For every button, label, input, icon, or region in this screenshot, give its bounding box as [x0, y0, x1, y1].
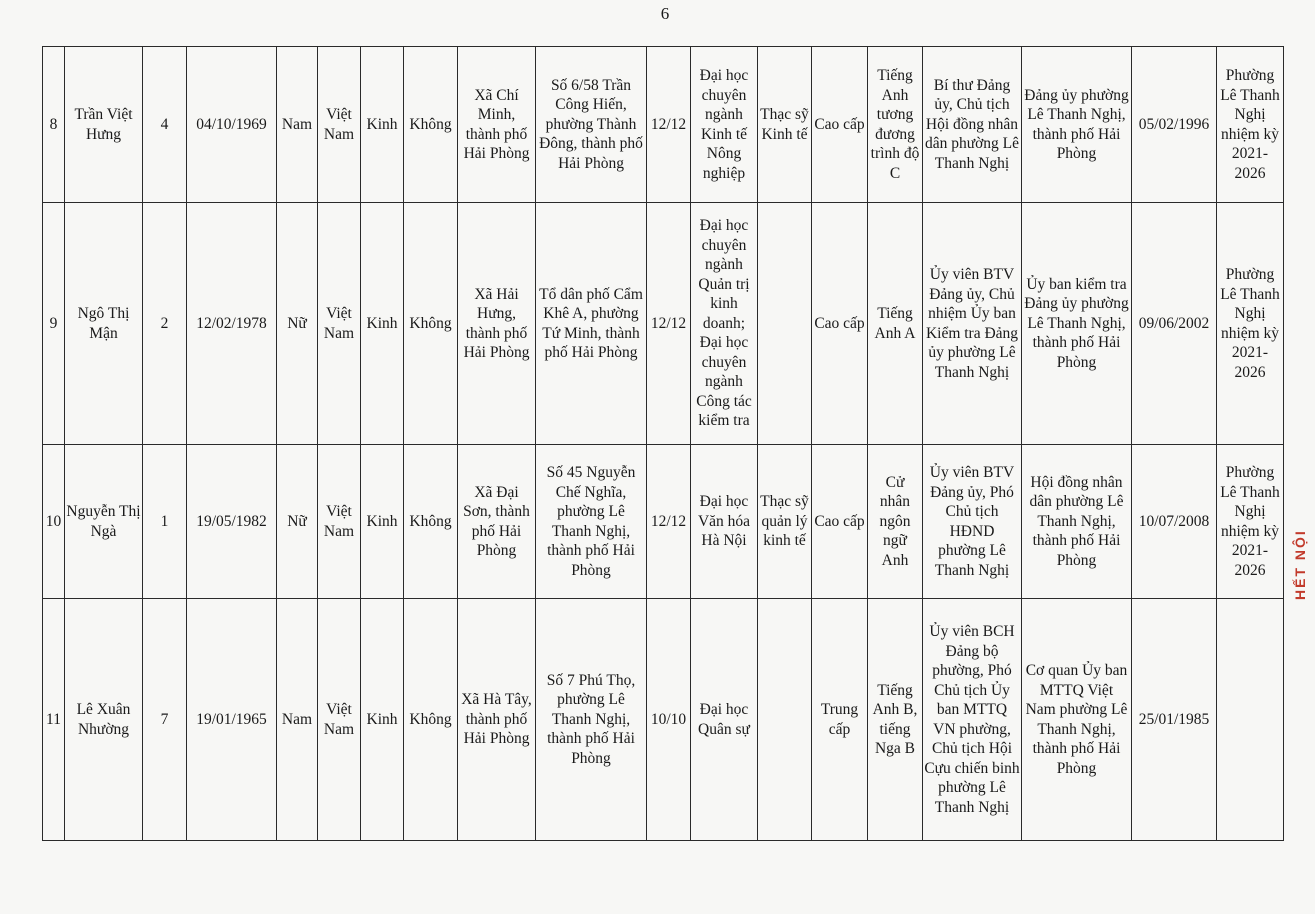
- cell-position: Ủy viên BCH Đảng bộ phường, Phó Chủ tịch Ủy ban MTTQ VN phường, Chủ tịch Hội Cựu chiến binh phường Lê Thanh Nghị: [923, 599, 1022, 841]
- cell-residence: Số 45 Nguyễn Chế Nghĩa, phường Lê Thanh Nghị, thành phố Hải Phòng: [536, 445, 647, 599]
- cell-no: 11: [43, 599, 65, 841]
- cell-ethnicity: Kinh: [361, 47, 404, 203]
- cell-gender: Nữ: [277, 203, 318, 445]
- margin-stamp: HẾT NỘI: [1292, 529, 1308, 600]
- cell-unit: 7: [143, 599, 187, 841]
- cell-religion: Không: [404, 47, 458, 203]
- cell-residence: Số 6/58 Trần Công Hiến, phường Thành Đông, thành phố Hải Phòng: [536, 47, 647, 203]
- cell-residence: Số 7 Phú Thọ, phường Lê Thanh Nghị, thành phố Hải Phòng: [536, 599, 647, 841]
- cell-workplace: Đảng ủy phường Lê Thanh Nghị, thành phố Hải Phòng: [1022, 47, 1132, 203]
- cell-party-join-date: 05/02/1996: [1132, 47, 1217, 203]
- cell-dob: 19/05/1982: [187, 445, 277, 599]
- cell-political-theory: Cao cấp: [812, 47, 868, 203]
- cell-hometown: Xã Hà Tây, thành phố Hải Phòng: [458, 599, 536, 841]
- cell-foreign-language: Tiếng Anh A: [868, 203, 923, 445]
- cell-name: Ngô Thị Mận: [65, 203, 143, 445]
- cell-nationality: Việt Nam: [318, 599, 361, 841]
- cell-hometown: Xã Hải Hưng, thành phố Hải Phòng: [458, 203, 536, 445]
- cell-workplace: Cơ quan Ủy ban MTTQ Việt Nam phường Lê Thanh Nghị, thành phố Hải Phòng: [1022, 599, 1132, 841]
- cell-position: Bí thư Đảng ủy, Chủ tịch Hội đồng nhân dân phường Lê Thanh Nghị: [923, 47, 1022, 203]
- cell-current-delegate: Phường Lê Thanh Nghị nhiệm kỳ 2021-2026: [1217, 203, 1284, 445]
- cell-academic-degree: [758, 203, 812, 445]
- cell-foreign-language: Tiếng Anh tương đương trình độ C: [868, 47, 923, 203]
- cell-professional: Đại học Văn hóa Hà Nội: [691, 445, 758, 599]
- cell-residence: Tổ dân phố Cẩm Khê A, phường Tứ Minh, thành phố Hải Phòng: [536, 203, 647, 445]
- cell-ethnicity: Kinh: [361, 599, 404, 841]
- cell-no: 9: [43, 203, 65, 445]
- cell-unit: 1: [143, 445, 187, 599]
- cell-academic-degree: Thạc sỹ Kinh tế: [758, 47, 812, 203]
- cell-current-delegate: Phường Lê Thanh Nghị nhiệm kỳ 2021-2026: [1217, 47, 1284, 203]
- cell-professional: Đại học chuyên ngành Quản trị kinh doanh; Đại học chuyên ngành Công tác kiểm tra: [691, 203, 758, 445]
- cell-position: Ủy viên BTV Đảng ủy, Phó Chủ tịch HĐND phường Lê Thanh Nghị: [923, 445, 1022, 599]
- cell-political-theory: Cao cấp: [812, 445, 868, 599]
- cell-no: 10: [43, 445, 65, 599]
- cell-name: Trần Việt Hưng: [65, 47, 143, 203]
- cell-general-education: 10/10: [647, 599, 691, 841]
- cell-religion: Không: [404, 599, 458, 841]
- cell-general-education: 12/12: [647, 445, 691, 599]
- cell-position: Ủy viên BTV Đảng ủy, Chủ nhiệm Ủy ban Kiểm tra Đảng ủy phường Lê Thanh Nghị: [923, 203, 1022, 445]
- cell-ethnicity: Kinh: [361, 445, 404, 599]
- cell-hometown: Xã Chí Minh, thành phố Hải Phòng: [458, 47, 536, 203]
- cell-unit: 2: [143, 203, 187, 445]
- table-row: [43, 47, 1284, 203]
- cell-nationality: Việt Nam: [318, 445, 361, 599]
- cell-ethnicity: Kinh: [361, 203, 404, 445]
- cell-professional: Đại học Quân sự: [691, 599, 758, 841]
- cell-nationality: Việt Nam: [318, 47, 361, 203]
- cell-foreign-language: Tiếng Anh B, tiếng Nga B: [868, 599, 923, 841]
- cell-name: Lê Xuân Nhường: [65, 599, 143, 841]
- page-number: 6: [660, 4, 670, 23]
- cell-party-join-date: 25/01/1985: [1132, 599, 1217, 841]
- cell-gender: Nam: [277, 47, 318, 203]
- cell-foreign-language: Cử nhân ngôn ngữ Anh: [868, 445, 923, 599]
- cell-name: Nguyễn Thị Ngà: [65, 445, 143, 599]
- cell-religion: Không: [404, 203, 458, 445]
- cell-dob: 12/02/1978: [187, 203, 277, 445]
- candidate-table: [42, 46, 1284, 841]
- cell-religion: Không: [404, 445, 458, 599]
- cell-current-delegate: [1217, 599, 1284, 841]
- cell-hometown: Xã Đại Sơn, thành phố Hải Phòng: [458, 445, 536, 599]
- table-row: [43, 445, 1284, 599]
- cell-dob: 04/10/1969: [187, 47, 277, 203]
- cell-general-education: 12/12: [647, 47, 691, 203]
- cell-current-delegate: Phường Lê Thanh Nghị nhiệm kỳ 2021-2026: [1217, 445, 1284, 599]
- cell-party-join-date: 10/07/2008: [1132, 445, 1217, 599]
- cell-political-theory: Cao cấp: [812, 203, 868, 445]
- cell-academic-degree: [758, 599, 812, 841]
- cell-academic-degree: Thạc sỹ quản lý kinh tế: [758, 445, 812, 599]
- cell-no: 8: [43, 47, 65, 203]
- cell-workplace: Ủy ban kiểm tra Đảng ủy phường Lê Thanh Nghị, thành phố Hải Phòng: [1022, 203, 1132, 445]
- cell-gender: Nam: [277, 599, 318, 841]
- cell-dob: 19/01/1965: [187, 599, 277, 841]
- cell-gender: Nữ: [277, 445, 318, 599]
- cell-party-join-date: 09/06/2002: [1132, 203, 1217, 445]
- cell-workplace: Hội đồng nhân dân phường Lê Thanh Nghị, thành phố Hải Phòng: [1022, 445, 1132, 599]
- cell-unit: 4: [143, 47, 187, 203]
- cell-political-theory: Trung cấp: [812, 599, 868, 841]
- table-row: [43, 599, 1284, 841]
- table-row: [43, 203, 1284, 445]
- cell-nationality: Việt Nam: [318, 203, 361, 445]
- cell-general-education: 12/12: [647, 203, 691, 445]
- cell-professional: Đại học chuyên ngành Kinh tế Nông nghiệp: [691, 47, 758, 203]
